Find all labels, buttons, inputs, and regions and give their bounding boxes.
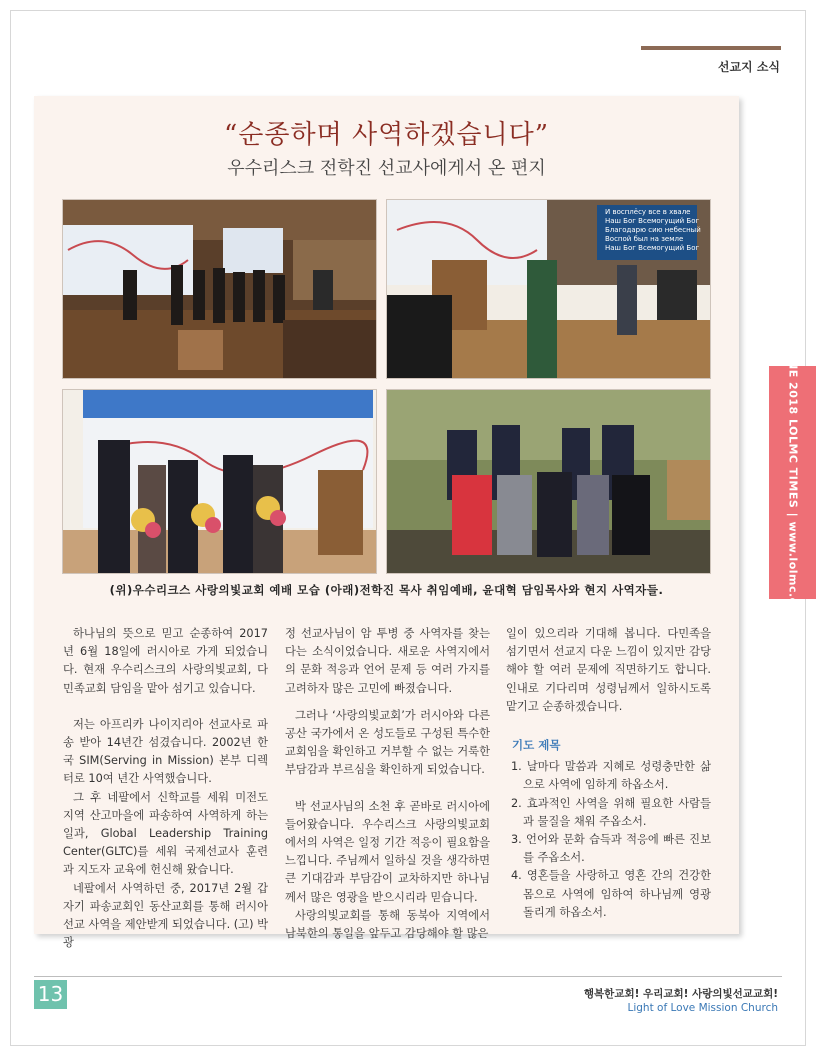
photo-installation-service-image xyxy=(63,390,377,574)
article-title: “순종하며 사역하겠습니다” xyxy=(223,120,550,150)
photo-installation-service xyxy=(62,389,377,574)
photo-worship-choir xyxy=(62,199,377,379)
photo-caption: (위)우수리크스 사랑의빛교회 예배 모습 (아래)전학진 목사 취임예배, 윤대혁 담임목사와 현지 사역자들. xyxy=(109,583,664,597)
prayer-item: 4. 영혼들을 사랑하고 영혼 간의 건강한 몸으로 사역에 임하여 하나님께 영광 돌리게 하옵소서. xyxy=(511,869,711,919)
slide-lyrics: И восплёсу все в хвале Наш Бог Всемогущий Бог Благодарю сию небесный Воспой был на земле Наш Бог Всемогущий Бог xyxy=(605,208,701,252)
paragraph: 그 후 네팔에서 신학교를 세워 미전도 지역 산고마을에 파송하여 사역하게 하는 일과, Global Leadership Training Center(GLTC)를 세워 국제선교사 훈련과 지도자 교육에 헌신해 왔습니다. xyxy=(63,790,268,877)
photo-local-workers xyxy=(386,389,711,574)
side-tab-label: JUNE 2018 LOLMC TIMES | www.lolmc.org xyxy=(786,345,799,620)
paragraph: 박 선교사님의 소천 후 곧바로 러시아에 들어왔습니다. 우수리스크 사랑의빛교회에서의 사역은 일정 기간 적응이 필요함을 느낍니다. 주님께서 일하실 것을 생각하면 큰 기대감과 부담감이 교차하지만 하나님께서 많은 영광을 받으시리라 믿습니다. xyxy=(285,799,490,904)
paragraph: 하나님의 뜻으로 믿고 순종하여 2017년 6월 18일에 러시아로 가게 되었습니다. 현재 우수리스크의 사랑의빛교회, 다민족교회 담임을 맡아 섬기고 있습니다. xyxy=(63,627,268,695)
paragraph: 저는 아프리카 나이지리아 선교사로 파송 받아 14년간 섬겼습니다. 2002년 한국 SIM(Serving in Mission) 본부 디렉터로 10여 년간 사역했습니다. xyxy=(63,717,268,786)
paragraph: 네팔에서 사역하던 중, 2017년 2월 갑자기 파송교회인 동산교회를 통해 러시아 선교 사역을 제안받게 되었습니다. (고) 박광 xyxy=(63,881,268,950)
footer-church-name: Light of Love Mission Church xyxy=(627,1002,778,1014)
page-number: 13 xyxy=(34,980,67,1009)
paragraph: 일이 있으리라 기대해 봅니다. 다민족을 섬기면서 선교지 다운 느낌이 있지만 감당해야 할 여러 문제에 직면하기도 합니다. 인내로 기다리며 성령님께서 일하시도록 맡기고 순종하겠습니다. xyxy=(506,627,711,713)
body-column-3 xyxy=(506,625,711,922)
footer-slogan: 행복한교회! 우리교회! 사랑의빛선교교회! xyxy=(583,988,778,1000)
prayer-item: 3. 언어와 문화 습득과 적응에 빠른 진보를 주옵소서. xyxy=(511,833,711,865)
prayer-item: 2. 효과적인 사역을 위해 필요한 사람들과 물질을 채워 주옵소서. xyxy=(511,796,711,828)
body-column-1 xyxy=(63,625,268,952)
article-subtitle: 우수리스크 전학진 선교사에게서 온 편지 xyxy=(227,158,546,179)
paragraph: 그러나 ‘사랑의빛교회’가 러시아와 다른 공산 국가에서 온 성도들로 구성된 특수한 교회임을 확인하고 거부할 수 없는 거룩한 부담감과 부르심을 확인하게 되었습니다. xyxy=(285,708,490,777)
prayer-item: 1. 날마다 말씀과 지혜로 성령충만한 삶으로 사역에 임하게 하옵소서. xyxy=(511,760,711,792)
prayer-list xyxy=(506,758,711,922)
section-label: 선교지 소식 xyxy=(717,60,780,74)
photo-praise-band xyxy=(386,199,711,379)
prayer-heading: 기도 제목 xyxy=(512,738,561,753)
body-column-2 xyxy=(285,625,490,943)
side-tab xyxy=(769,345,816,620)
paragraph: 사랑의빛교회를 통해 동북아 지역에서 남북한의 통일을 앞두고 감당해야 할 많은 xyxy=(285,908,490,941)
header-rule xyxy=(641,46,781,50)
photo-local-workers-image xyxy=(387,390,711,574)
paragraph: 정 선교사님이 암 투병 중 사역자를 찾는다는 소식이었습니다. 새로운 사역지에서의 문화 적응과 언어 문제 등 여러 가지를 고려하자 많은 고민에 빠졌습니다. xyxy=(285,627,490,695)
photo-worship-choir-image xyxy=(63,200,377,379)
footer-rule xyxy=(34,976,782,977)
